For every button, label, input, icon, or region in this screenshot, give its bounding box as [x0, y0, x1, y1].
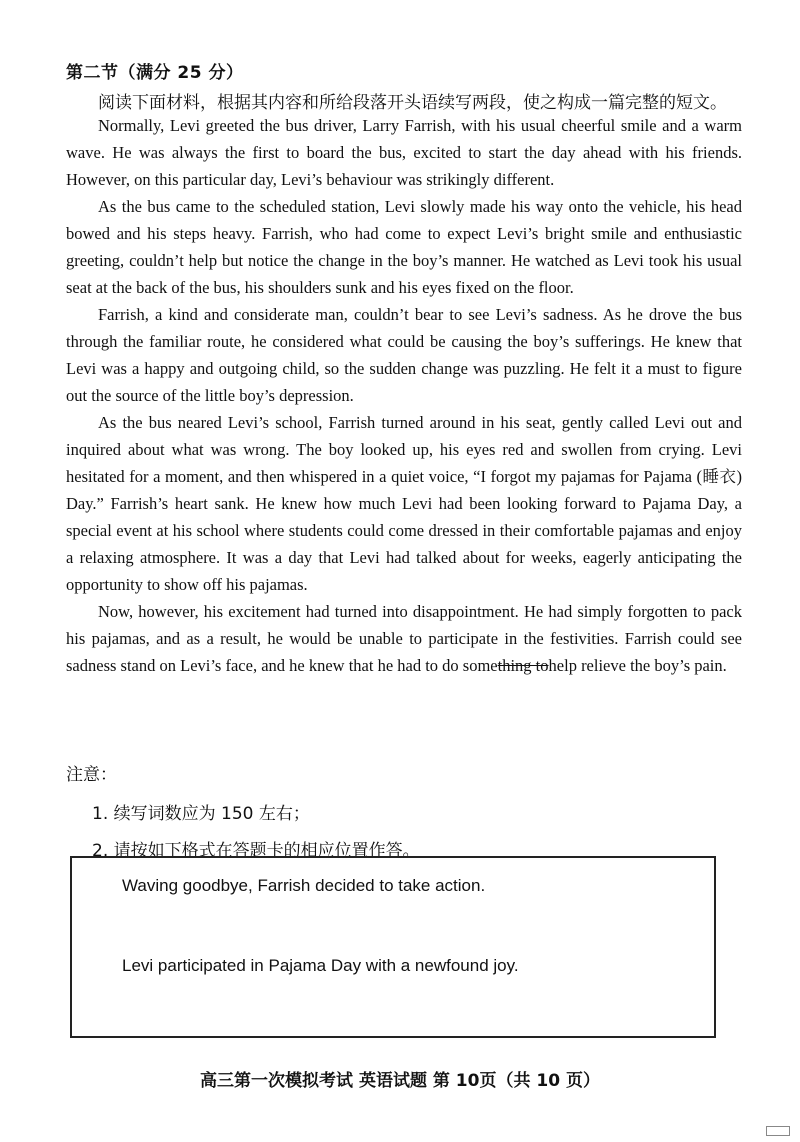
passage-paragraph-5-end: help relieve the boy’s pain. [548, 656, 727, 675]
struck-through-text: thing to [497, 656, 549, 675]
passage-paragraph-1: Normally, Levi greeted the bus driver, Larry Farrish, with his usual cheerful smile and a warm wave. He was always the first to board the bus, excited to start the day ahead with his friends. However, on this particular day, Levi’s behaviour was strikingly different. [66, 116, 742, 189]
notes-label: 注意： [66, 765, 117, 785]
answer-format-box [70, 856, 716, 1038]
paragraph-opening-2: Levi participated in Pajama Day with a newfound joy. [122, 956, 519, 975]
passage-paragraph-5-start: Now, however, his excitement had turned into disappointment. He had simply forgotten to pack his pajamas, and as a result, he would be unable to participate in the festivities. Farrish could see sadness stand on Levi’s face, and he knew that he had to do some [66, 602, 742, 675]
section-title: 第二节（满分 25 分） [66, 63, 244, 83]
paragraph-opening-1: Waving goodbye, Farrish decided to take action. [122, 876, 486, 895]
page-footer: 高三第一次模拟考试 英语试题 第 10页（共 10 页） [200, 1071, 600, 1091]
reading-passage [66, 112, 742, 679]
note-item-2: 2. 请按如下格式在答题卡的相应位置作答。 [92, 841, 420, 861]
passage-paragraph-2: As the bus came to the scheduled station, Levi slowly made his way onto the vehicle, his head bowed and his steps heavy. Farrish, who had come to expect Levi’s bright smile and enthusiastic greeting, couldn’t help but notice the change in the boy’s manner. He watched as Levi took his usual seat at the back of the bus, his shoulders sunk and his eyes fixed on the floor. [66, 197, 742, 297]
corner-watermark-icon [766, 1126, 790, 1136]
section-instruction: 阅读下面材料，根据其内容和所给段落开头语续写两段，使之构成一篇完整的短文。 [98, 93, 727, 113]
passage-paragraph-5 [66, 598, 742, 679]
note-item-1: 1. 续写词数应为 150 左右； [92, 804, 310, 824]
passage-paragraph-3: Farrish, a kind and considerate man, couldn’t bear to see Levi’s sadness. As he drove the bus through the familiar route, he considered what could be causing the boy’s sufferings. He knew that Levi was a happy and outgoing child, so the sudden change was puzzling. He felt it a must to figure out the source of the little boy’s depression. [66, 305, 742, 405]
passage-paragraph-4: As the bus neared Levi’s school, Farrish turned around in his seat, gently called Levi out and inquired about what was wrong. The boy looked up, his eyes red and swollen from crying. Levi hesitated for a moment, and then whispered in a quiet voice, “I forgot my pajamas for Pajama (睡衣) Day.” Farrish’s heart sank. He knew how much Levi had been looking forward to Pajama Day, a special event at his school where students could come dressed in their comfortable pajamas and enjoy a relaxing atmosphere. It was a day that Levi had talked about for weeks, eagerly anticipating the opportunity to show off his pajamas. [66, 413, 742, 594]
